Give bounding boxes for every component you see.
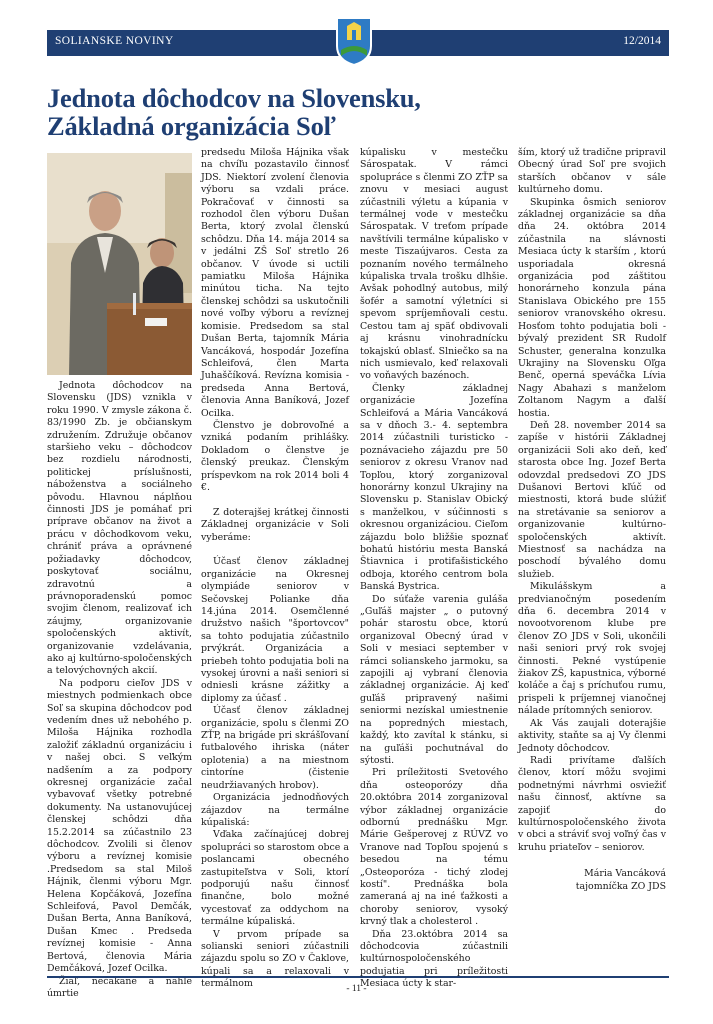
paragraph: kúpalisku v mestečku Sárospatak. V rámci spolupráce s členmi ZO ZŤP sa znovu v mesiaci august zúčastnili výletu a kúpania v termálnej vode v mestečku Sárospatak. V treťom prípade navštívili termálne kúpalisko v meste Tiszaújvaros. Cesta za poznaním nového termálneho kúpaliska trvala trošku dlhšie. Avšak pohodlný autobus, milý šofér a samotní výletníci si spevom spríjemňovali cestu. Cestou tam aj späť obdivovali aj krásnu vinohradnícku tokajskú oblasť. Slniečko sa na nich usmievalo, keď relaxovali vo voňavých bazénoch.	[360, 147, 508, 382]
paragraph: Z doterajšej krátkej činnosti Základnej organizácie v Soli vyberáme:	[201, 506, 349, 543]
paragraph: Deň 28. november 2014 sa zapíše v histórii Základnej organizácii Soli ako deň, keď starosta obce Ing. Jozef Berta odovzdal predsedovi ZO JDS Dušanovi Bertovi kľúč od miestnosti, ktorá bude slúžiť na stretávanie sa seniorov a organizovanie kultúrno-spoločenských aktivít. Miestnosť sa nachádza na poschodí bývalého domu služieb.	[518, 419, 666, 580]
paragraph: Na podporu cieľov JDS v miestnych podmienkach obce Soľ sa skupina dôchodcov pod vedením dnes už nebohého p. Miloša Hájnika rozhodla založiť základnú organizáciu i v našej obci. S veľkým nadšením a za podpory okresnej organizácie začal vybavovať všetky potrebné dokumenty. Na ustanovujúcej členskej schôdzi dňa 15.2.2014 sa zúčastnilo 23 dôchodcov. Zvolili si členov výboru a revíznej komisie .Predsedom sa stal Miloš Hájnik, členmi výboru Mgr. Helena Kopčáková, Jozefína Schleifová, Pavol Demčák, Dušan Berta, Anna Baníková, Dušan Kmec . Predseda revíznej komisie - Anna Bertová, členovia Mária Demčáková, Jozef Ocilka.	[47, 677, 192, 975]
paragraph: ším, ktorý už tradične pripravil Obecný úrad Soľ pre svojich starších občanov v sále kultúrneho domu.	[518, 147, 666, 196]
paragraph: Členky základnej organizácie Jozefína Schleifová a Mária Vancáková sa v dňoch 3.- 4. septembra 2014 zúčastnili turisticko - poznávacieho zájazdu pre 50 seniorov z okresu Vranov nad Topľou, ktorý zorganizoval honorárny konzul Ukrajiny na Slovensku p. Stanislav Obický s manželkou, v súčinnosti s okresnou organizáciou. Cieľom zájazdu bolo bližšie spoznať bohatú históriu mesta Banská Štiavnica i protifašistického odboja, ktorého centrom bola Banská Bystrica.	[360, 382, 508, 593]
article-column-2	[201, 147, 349, 991]
article-title	[47, 84, 607, 140]
paragraph: Jednota dôchodcov na Slovensku (JDS) vznikla v roku 1990. V zmysle zákona č. 83/1990 Zb. je občianskym združením. Združuje občanov staršieho veku – dôchodcov bez rozdielu národnosti, politickej príslušnosti, náboženstva a sociálneho pôvodu. Hlavnou náplňou činnosti JDS je pomáhať pri príprave občanov na život a prácu v dôchodkovom veku, chrániť práva a oprávnené požiadavky dôchodcov, poskytovať sociálnu, zdravotnú a právnoporadenskú pomoc svojim členom, realizovať ich záujmy, organizovanie spoločenských aktivít, organizovanie vzdelávania, ako aj kultúrno-spoločenských a telovýchovných akcií.	[47, 380, 192, 677]
author-signature	[518, 868, 666, 893]
article-column-3	[360, 147, 508, 991]
paragraph: Skupinka ôsmich seniorov základnej organizácie sa dňa dňa 24. októbra 2014 zúčastnila na slávnosti Mesiaca úcty k starším , ktorú usporiadala okresná organizácia pod záštitou honorárneho konzula pána Stanislava Obického pre 155 seniorov vranovského okresu. Hosťom tohto podujatia boli - bývalý prezident SR Rudolf Schuster, generalna konzulka Ukrajiny na Slovensku Oľga Benč, operná speváčka Lívia Nagy Abahazi s manželom Zoltanom Nagym a ďalší hostia.	[518, 196, 666, 419]
paragraph: Ak Vás zaujali doterajšie aktivity, staňte sa aj Vy členmi Jednoty dôchodcov.	[518, 717, 666, 754]
author-name: Mária Vancáková	[584, 868, 666, 880]
paragraph: V prvom prípade sa solianski seniori zúčastnili zájazdu spolu so ZO v Čaklove, kúpali sa a relaxovali v termálnom	[201, 928, 349, 990]
page-number: - 11 -	[346, 984, 367, 994]
issue-number: 12/2014	[623, 35, 661, 47]
paragraph: predsedu Miloša Hájnika však na chvíľu pozastavilo činnosť JDS. Niektorí zvolení členovia výboru sa vzdali práce. Pokračovať v činnosti sa rozhodol člen výboru Dušan Berta, ktorý zvolal členskú schôdzu. Dňa 14. mája 2014 sa v jedálni ZŠ Soľ stretlo 26 občanov. V úvode si uctili pamiatku Miloša Hájnika minútou ticha. Na tejto členskej schôdzi sa uskutočnili nové voľby výboru a revíznej komisie. Predsedom sa stal Dušan Berta, tajomník Mária Vancáková, hospodár Jozefína Schleifová, člen Marta Juhaščíková. Revízna komisia - predseda Anna Bertová, členovia Anna Baníková, Jozef Ocilka.	[201, 147, 349, 419]
municipal-coat-of-arms-icon	[335, 16, 373, 66]
article-title-line-1: Jednota dôchodcov na Slovensku,	[47, 83, 421, 113]
paragraph: Vďaka začínajúcej dobrej spolupráci so starostom obce a poslancami obecného zastupiteľstva v Soli, ktorí podporujú našu činnosť finančne, bolo možné vycestovať za oddychom na termálne kúpaliská.	[201, 829, 349, 928]
author-role: tajomníčka ZO JDS	[575, 880, 666, 892]
paragraph: Mikulášskym a predvianočným posedením dňa 6. decembra 2014 v novootvorenom klube pre členov ZO JDS v Soli, ukončili naši seniori prvý rok svojej činnosti. Pekné vystúpenie žiakov ZŠ, kapustnica, výborné koláče a čaj s príchuťou rumu, prispeli k príjemnej vianočnej nálade prítomných seniorov.	[518, 581, 666, 717]
paragraph: Radi privítame ďalších členov, ktorí môžu svojimi podnetnými návrhmi osviežiť našu činnosť, aktívne sa zapojiť do kultúrnospoločenského života v obci a stráviť svoj voľný čas v kruhu priateľov – seniorov.	[518, 754, 666, 853]
article-column-1	[47, 380, 192, 1000]
paragraph: Pri príležitosti Svetového dňa osteoporózy dňa 20.októbra 2014 zorganizoval výbor základnej organizácie odbornú prednášku Mgr. Márie Gešperovej z RÚVZ vo Vranove nad Topľou spojenú s besedou na tému „Osteoporóza - tichý zlodej kostí". Prednáška bola zameraná aj na iné ťažkosti a choroby seniorov, vysoký krvný tlak a cholesterol .	[360, 767, 508, 928]
paragraph: Účasť členov základnej organizácie, spolu s členmi ZO ZŤP, na brigáde pri skrášľovaní futbalového ihriska (náter oplotenia) a na miestnom cintoríne (čistenie neudržiavaných hrobov).	[201, 705, 349, 791]
newspaper-name: SOLIANSKE NOVINY	[55, 35, 174, 47]
paragraph: Žiaľ, nečakané a náhle úmrtie	[47, 975, 192, 999]
footer-rule	[47, 976, 669, 978]
article-column-4	[518, 147, 666, 893]
paragraph: Dňa 23.októbra 2014 sa dôchodcovia zúčastnili kultúrnospoločenského podujatia pri príležitosti Mesiaca úcty k star-	[360, 928, 508, 990]
paragraph: Organizácia jednodňových zájazdov na termálne kúpaliská:	[201, 792, 349, 828]
paragraph: Účasť členov základnej organizácie na Okresnej olympiáde seniorov v Sečovskej Polianke dňa 14.júna 2014. Osemčlenné družstvo našich "športovcov" sa tohto podujatia zúčastnilo prvýkrát. Organizácia a priebeh tohto podujatia boli na vysokej úrovni a naši seniori si odniesli krásne zážitky a diplomy za účasť .	[201, 556, 349, 704]
paragraph: Členstvo je dobrovoľné a vzniká podaním prihlášky. Dokladom o členstve je členský preukaz. Členským príspevkom na rok 2014 boli 4 €.	[201, 419, 349, 493]
paragraph: Do súťaže varenia guláša „Guľáš majster „ o putovný pohár starostu obce, ktorú organizoval Obecný úrad v Soli v mesiaci september v rámci solianskeho jarmoku, sa zapojili aj vybraní členovia základnej organizácie. Aj keď guľáš pripravený našimi seniormi nezískal umiestnenie na popredných miestach, každý, kto zavítal k stánku, si na guľáši pochutnával do sýtosti.	[360, 593, 508, 766]
article-title-line-2: Základná organizácia Soľ	[47, 111, 336, 141]
article-photo	[47, 153, 192, 375]
